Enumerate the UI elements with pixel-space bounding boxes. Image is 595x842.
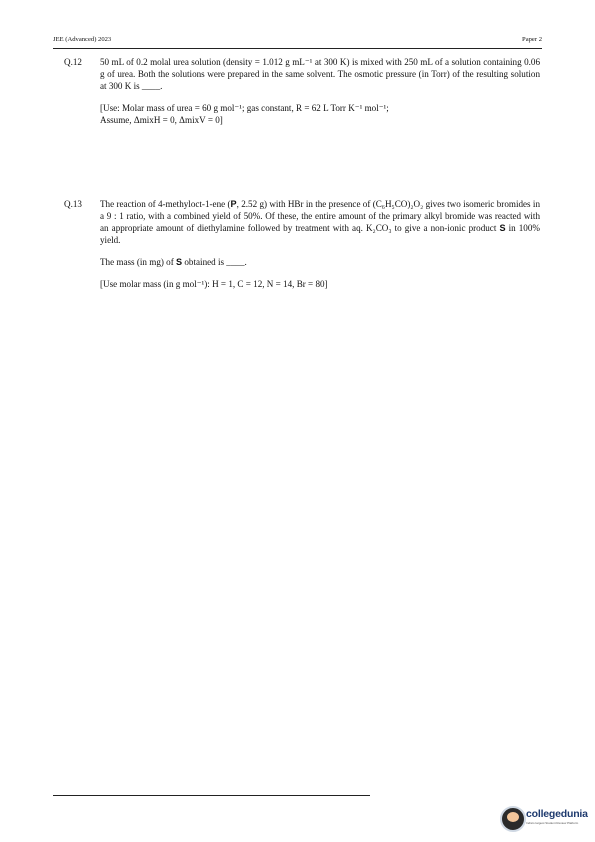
question-ask: The mass (in mg) of S obtained is ____. xyxy=(100,257,247,267)
question-assumption: Assume, ΔmixH = 0, ΔmixV = 0] xyxy=(100,115,223,125)
question-number: Q.12 xyxy=(64,57,82,67)
logo-text: collegedunia xyxy=(526,808,588,820)
compound-p-label: P xyxy=(230,199,237,209)
page-header xyxy=(53,36,542,49)
logo-tagline: India's largest Student Review Platform xyxy=(526,821,579,825)
mascot-icon xyxy=(500,806,526,832)
question-text: The reaction of 4-methyloct-1-ene (P, 2.52 g) with HBr in the presence of (C₆H₅CO)₂O₂ gives two isomeric bromides in a 9 : 1 ratio, with a combined yield of 50%. Of these, the entire amount of the primary alkyl bromide was reacted with an appropriate amount of diethylamine followed by treatment with aq. K₂CO₃ to give a non-ionic product S in 100% yield. xyxy=(100,199,540,245)
exam-title: JEE (Advanced) 2023 xyxy=(53,36,112,43)
product-s-label: S xyxy=(499,223,506,233)
question-13 xyxy=(64,198,540,290)
question-hint: [Use molar mass (in g mol⁻¹): H = 1, C = 12, N = 14, Br = 80] xyxy=(100,279,328,289)
paper-label: Paper 2 xyxy=(522,36,542,43)
question-12 xyxy=(64,56,540,126)
question-text: 50 mL of 0.2 molal urea solution (density = 1.012 g mL⁻¹ at 300 K) is mixed with 250 mL of a solution containing 0.06 g of urea. Both the solutions were prepared in the same solvent. The osmotic pressure (in Torr) of the resulting solution at 300 K is ____. xyxy=(100,57,540,91)
question-hint: [Use: Molar mass of urea = 60 g mol⁻¹; gas constant, R = 62 L Torr K⁻¹ mol⁻¹; xyxy=(100,103,389,113)
collegedunia-logo xyxy=(500,805,592,835)
product-s-label: S xyxy=(176,257,183,267)
footer-divider xyxy=(53,795,370,796)
question-number: Q.13 xyxy=(64,199,82,209)
